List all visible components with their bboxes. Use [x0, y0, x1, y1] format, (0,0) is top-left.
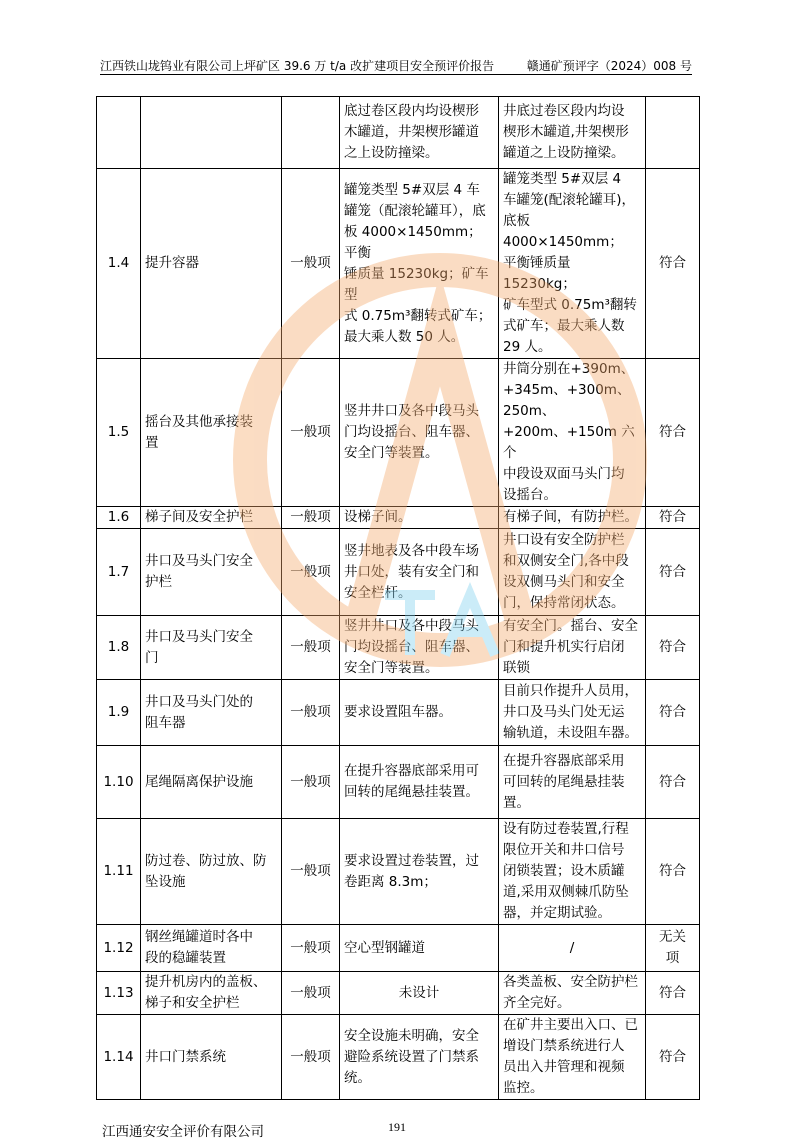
actual-status: 有安全门。摇台、安全 门和提升机实行启闭 联锁 [499, 616, 646, 680]
item-type: 一般项 [282, 529, 340, 616]
inspection-item [141, 97, 282, 169]
actual-status: 罐笼类型 5#双层 4 车罐笼(配滚轮罐耳)， 底板 4000×1450mm； 平衡锤质量 15230kg； 矿车型式 0.75m³翻转 式矿车；最大乘人数 29 人。 [499, 169, 646, 359]
evaluation-result: 符合 [646, 972, 700, 1015]
evaluation-result: 符合 [646, 507, 700, 529]
actual-status: 在提升容器底部采用 可回转的尾绳悬挂装 置。 [499, 746, 646, 819]
design-content: 在提升容器底部采用可 回转的尾绳悬挂装置。 [340, 746, 499, 819]
evaluation-result: 符合 [646, 680, 700, 746]
row-number: 1.8 [97, 616, 141, 680]
evaluation-result: 符合 [646, 1015, 700, 1100]
design-content: 要求设置过卷装置，过 卷距离 8.3m； [340, 819, 499, 925]
table-row [97, 972, 700, 1015]
row-number: 1.13 [97, 972, 141, 1015]
design-content: 罐笼类型 5#双层 4 车 罐笼（配滚轮罐耳），底 板 4000×1450mm；平衡 锤质量 15230kg；矿车型 式 0.75m³翻转式矿车； 最大乘人数 50 人。 [340, 169, 499, 359]
item-type: 一般项 [282, 972, 340, 1015]
item-type: 一般项 [282, 925, 340, 972]
design-content: 竖井井口及各中段马头 门均设摇台、阻车器、 安全门等装置。 [340, 616, 499, 680]
design-content: 竖井地表及各中段车场 井口处，装有安全门和 安全栏杆。 [340, 529, 499, 616]
table-row [97, 507, 700, 529]
actual-status: 在矿井主要出入口、已 增设门禁系统进行人 员出入井管理和视频 监控。 [499, 1015, 646, 1100]
inspection-item: 井口及马头门处的 阻车器 [141, 680, 282, 746]
row-number: 1.5 [97, 359, 141, 507]
inspection-item: 尾绳隔离保护设施 [141, 746, 282, 819]
item-type: 一般项 [282, 616, 340, 680]
row-number: 1.6 [97, 507, 141, 529]
row-number [97, 97, 141, 169]
item-type: 一般项 [282, 1015, 340, 1100]
inspection-item: 井口及马头门安全 护栏 [141, 529, 282, 616]
page-header [100, 56, 692, 75]
inspection-item: 钢丝绳罐道时各中 段的稳罐装置 [141, 925, 282, 972]
inspection-item: 提升机房内的盖板、 梯子和安全护栏 [141, 972, 282, 1015]
row-number: 1.10 [97, 746, 141, 819]
evaluation-result [646, 97, 700, 169]
evaluation-result: 符合 [646, 819, 700, 925]
actual-status: 井底过卷区段内均设 楔形木罐道,井架楔形 罐道之上设防撞梁。 [499, 97, 646, 169]
item-type: 一般项 [282, 746, 340, 819]
design-content: 未设计 [340, 972, 499, 1015]
table-row [97, 616, 700, 680]
report-title: 江西铁山垅钨业有限公司上坪矿区 39.6 万 t/a 改扩建项目安全预评价报告 [100, 59, 495, 73]
table-row [97, 1015, 700, 1100]
table-row [97, 925, 700, 972]
item-type: 一般项 [282, 819, 340, 925]
table-row [97, 529, 700, 616]
row-number: 1.11 [97, 819, 141, 925]
document-number: 赣通矿预评字（2024）008 号 [526, 59, 692, 73]
table-row [97, 169, 700, 359]
evaluation-result: 符合 [646, 616, 700, 680]
actual-status: 目前只作提升人员用， 井口及马头门处无运 输轨道，未设阻车器。 [499, 680, 646, 746]
evaluation-result: 无关 项 [646, 925, 700, 972]
item-type [282, 97, 340, 169]
design-content: 要求设置阻车器。 [340, 680, 499, 746]
page-number: 191 [388, 1120, 406, 1134]
item-type: 一般项 [282, 359, 340, 507]
evaluation-result: 符合 [646, 359, 700, 507]
footer-company: 江西通安安全评价有限公司 [102, 1124, 264, 1140]
evaluation-table [96, 96, 700, 1100]
inspection-item: 摇台及其他承接装 置 [141, 359, 282, 507]
actual-status: 各类盖板、安全防护栏 齐全完好。 [499, 972, 646, 1015]
design-content: 安全设施未明确，安全 避险系统设置了门禁系 统。 [340, 1015, 499, 1100]
actual-status: 有梯子间，有防护栏。 [499, 507, 646, 529]
actual-status: 井口设有安全防护栏 和双侧安全门,各中段 设双侧马头门和安全 门，保持常闭状态。 [499, 529, 646, 616]
row-number: 1.14 [97, 1015, 141, 1100]
row-number: 1.9 [97, 680, 141, 746]
table-row [97, 680, 700, 746]
inspection-item: 防过卷、防过放、防 坠设施 [141, 819, 282, 925]
evaluation-result: 符合 [646, 169, 700, 359]
inspection-item: 井口及马头门安全 门 [141, 616, 282, 680]
inspection-item: 梯子间及安全护栏 [141, 507, 282, 529]
table-row [97, 359, 700, 507]
evaluation-result: 符合 [646, 746, 700, 819]
item-type: 一般项 [282, 680, 340, 746]
inspection-item: 井口门禁系统 [141, 1015, 282, 1100]
table-row [97, 746, 700, 819]
actual-status: 井筒分别在+390m、 +345m、+300m、250m、 +200m、+150m 六个 中段设双面马头门均 设摇台。 [499, 359, 646, 507]
row-number: 1.4 [97, 169, 141, 359]
design-content: 底过卷区段内均设楔形 木罐道，井架楔形罐道 之上设防撞梁。 [340, 97, 499, 169]
actual-status: 设有防过卷装置,行程 限位开关和井口信号 闭锁装置；设木质罐 道,采用双侧棘爪防坠 器，并定期试验。 [499, 819, 646, 925]
item-type: 一般项 [282, 507, 340, 529]
item-type: 一般项 [282, 169, 340, 359]
inspection-item: 提升容器 [141, 169, 282, 359]
row-number: 1.7 [97, 529, 141, 616]
row-number: 1.12 [97, 925, 141, 972]
table-row [97, 97, 700, 169]
table-row [97, 819, 700, 925]
actual-status: / [499, 925, 646, 972]
design-content: 竖井井口及各中段马头 门均设摇台、阻车器、 安全门等装置。 [340, 359, 499, 507]
design-content: 空心型钢罐道 [340, 925, 499, 972]
evaluation-result: 符合 [646, 529, 700, 616]
design-content: 设梯子间。 [340, 507, 499, 529]
